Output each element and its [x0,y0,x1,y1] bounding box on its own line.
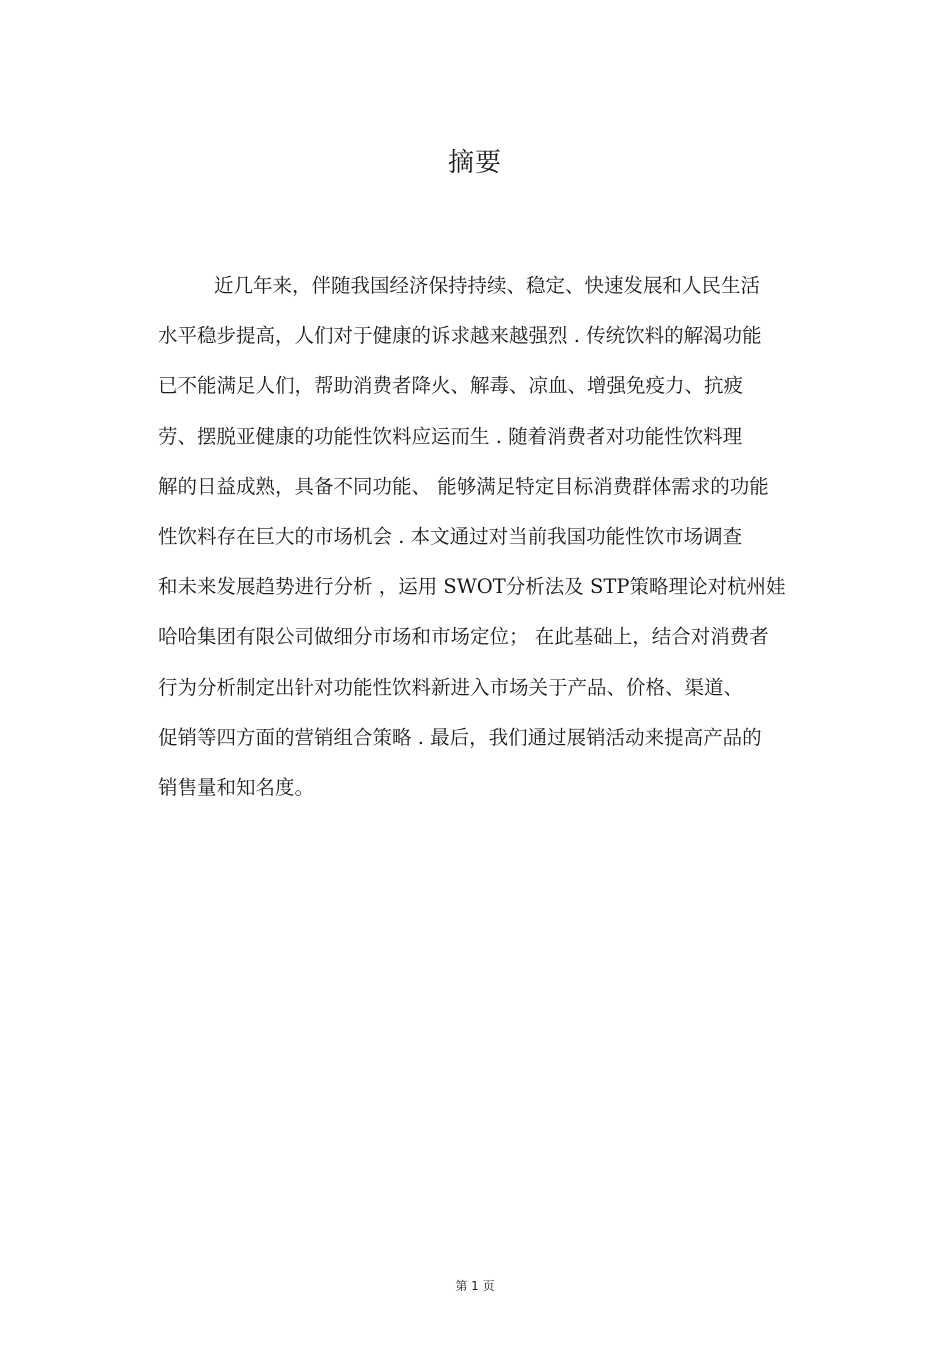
abstract-line: 哈哈集团有限公司做细分市场和市场定位； 在此基础上，结合对消费者 [158,625,769,649]
page-title: 摘要 [447,148,502,178]
abstract-line: 劳、摆脱亚健康的功能性饮料应运而生 . 随着消费者对功能性饮料理 [158,424,743,448]
abstract-line: 和未来发展趋势进行分析 ，运用 SWOT分析法及 STP策略理论对杭州娃 [158,575,786,599]
abstract-line: 行为分析制定出针对功能性饮料新进入市场关于产品、价格、渠道、 [158,675,744,699]
abstract-line: 水平稳步提高，人们对于健康的诉求越来越强烈 . 传统饮料的解渴功能 [158,324,762,348]
abstract-line: 近几年来，伴随我国经济保持持续、稳定、快速发展和人民生活 [214,274,761,297]
page-number: 第 1 页 [455,1279,495,1293]
abstract-line: 促销等四方面的营销组合策略 . 最后，我们通过展销活动来提高产品的 [158,725,762,749]
abstract-line: 销售量和知名度。 [158,775,315,799]
abstract-line: 解的日益成熟，具备不同功能、 能够满足特定目标消费群体需求的功能 [158,474,769,498]
abstract-body [158,268,838,820]
abstract-line: 已不能满足人们，帮助消费者降火、解毒、凉血、增强免疫力、抗疲 [158,374,744,398]
abstract-line: 性饮料存在巨大的市场机会 . 本文通过对当前我国功能性饮市场调查 [158,524,743,548]
